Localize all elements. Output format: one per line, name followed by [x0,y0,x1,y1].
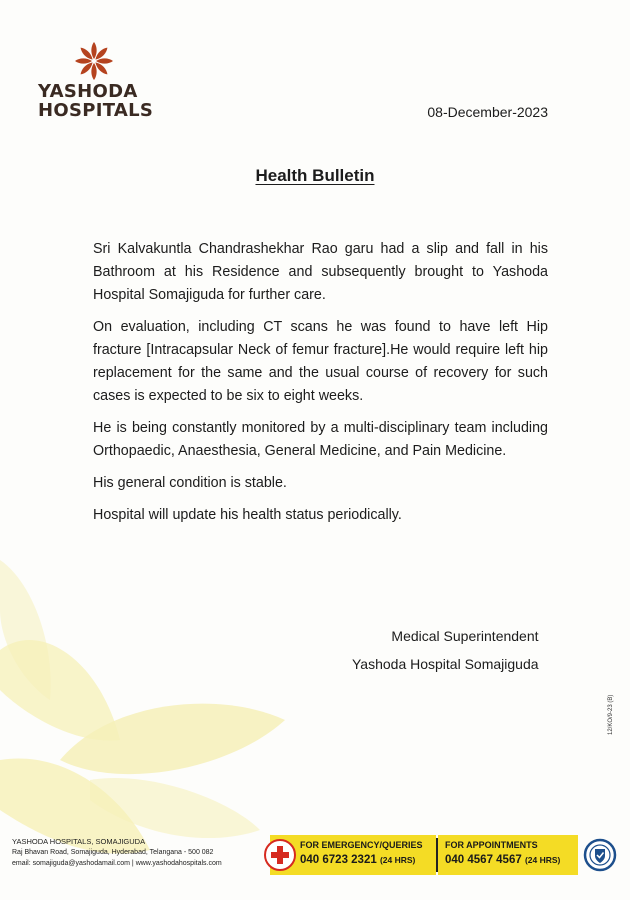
emergency-phone: 040 6723 2321 [300,854,377,866]
accreditation-seal-icon [583,838,617,872]
footer-contact: email: somajiguda@yashodamail.com | www.yashodahospitals.com [12,860,222,867]
footer-address [12,836,222,869]
footer-hospital-name: YASHODA HOSPITALS, SOMAJIGUDA [12,837,146,846]
appointments-phone: 040 4567 4567 [445,854,522,866]
logo-text-yashoda: YASHODA [38,81,138,102]
paragraph-updates: Hospital will update his health status periodically. [93,507,402,523]
footer-divider [436,838,438,872]
appointments-phone-link[interactable] [445,854,560,866]
emergency-phone-link[interactable] [300,854,415,866]
document-code: 12/KO/9-23 (B) [608,694,614,735]
bulletin-title: Health Bulletin [255,166,375,185]
lotus-flower-icon [71,40,117,82]
appointments-hours: (24 HRS) [524,855,561,865]
emergency-cross-icon [263,838,297,872]
emergency-hours: (24 HRS) [379,855,416,865]
signatory-hospital: Yashoda Hospital Somajiguda [352,656,539,672]
signatory-title: Medical Superintendent [391,628,539,644]
logo-text-hospitals: HOSPITALS [38,100,154,121]
paragraph-incident: Sri Kalvakuntla Chandrashekhar Rao garu had a slip and fall in his Bathroom at his Residence and subsequently brought to Yashoda Hospital Somajiguda for further care. [93,241,548,303]
bulletin-date: 08-December-2023 [427,104,548,120]
signature-block [352,622,539,678]
bulletin-body [93,238,548,536]
emergency-label: FOR EMERGENCY/QUERIES [300,840,423,850]
appointments-label: FOR APPOINTMENTS [445,840,538,850]
paragraph-evaluation: On evaluation, including CT scans he was found to have left Hip fracture [Intracapsular Neck of femur fracture].He would require left hip replacement for the same and the usual course of recovery for such cases is expected to be six to eight weeks. [93,319,548,404]
footer-street-address: Raj Bhavan Road, Somajiguda, Hyderabad, Telangana - 500 082 [12,849,214,856]
paragraph-condition: His general condition is stable. [93,475,287,491]
bulletin-title-wrap [0,166,630,186]
paragraph-monitoring: He is being constantly monitored by a multi-disciplinary team including Orthopaedic, Anaesthesia, General Medicine, and Pain Medicine. [93,420,548,459]
yashoda-logo [38,40,153,120]
